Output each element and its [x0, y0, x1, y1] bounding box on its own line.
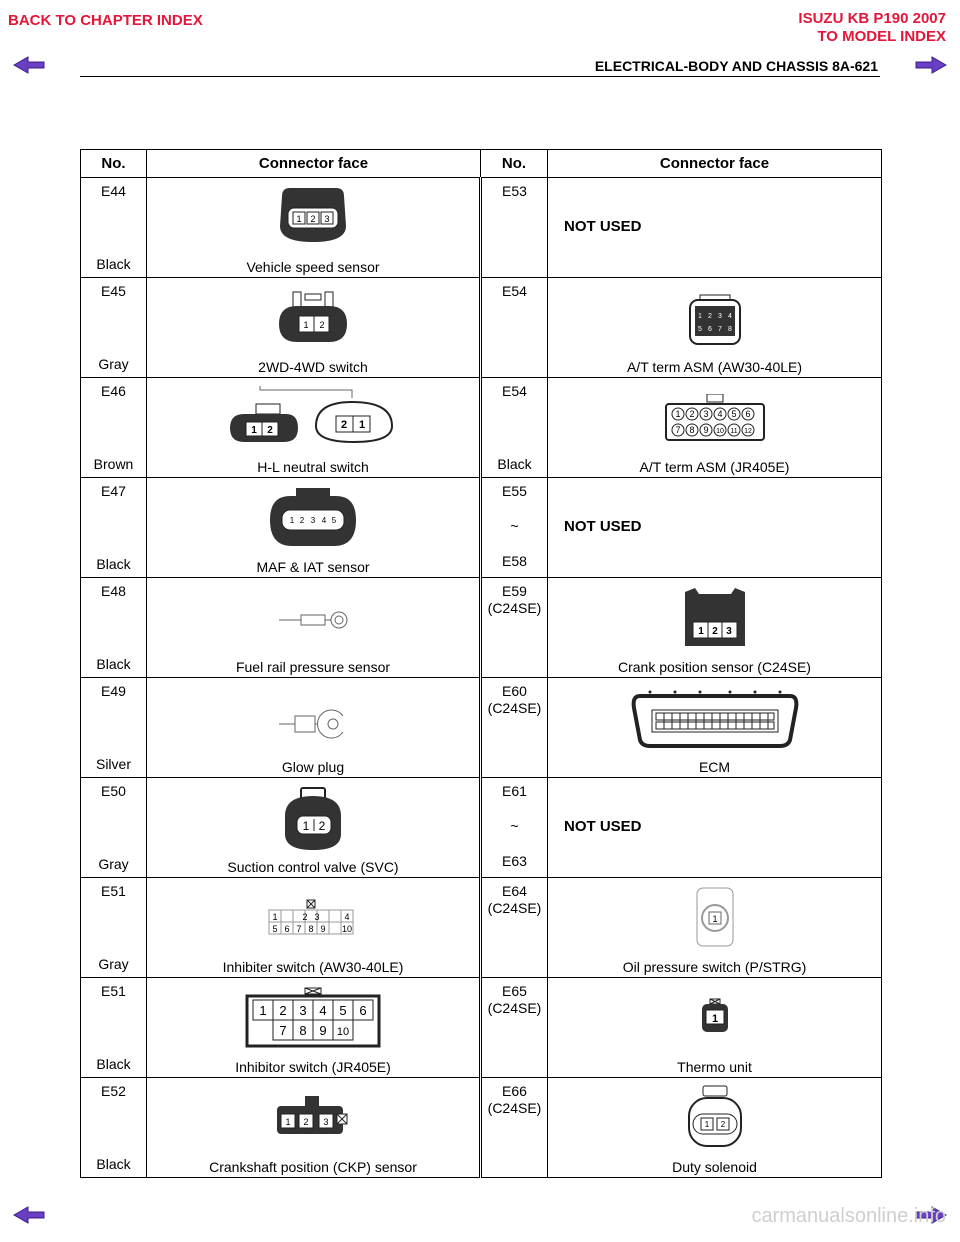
pin-label: 3 — [702, 409, 709, 419]
wire-color: Black — [96, 1056, 131, 1072]
connector-caption: Inhibiter switch (AW30-40LE) — [222, 959, 404, 975]
connector-variant: (C24SE) — [487, 1100, 542, 1116]
connector-pair-2pin-icon — [228, 384, 398, 446]
prev-page-arrow-bottom-icon[interactable] — [12, 1205, 46, 1225]
not-used-label: NOT USED — [564, 518, 642, 535]
pin-label: 4 — [344, 912, 350, 922]
pin-label: 1 — [285, 1117, 291, 1127]
wire-color: Gray — [98, 356, 129, 372]
pin-label: 6 — [744, 409, 751, 419]
pin-label: 3 — [299, 1003, 307, 1018]
wire-color: Black — [96, 656, 131, 672]
range-tilde: ~ — [510, 818, 519, 834]
pin-label: 1 — [697, 313, 702, 320]
pin-label: 2 — [267, 425, 273, 436]
table-row — [81, 778, 882, 878]
wire-color: Silver — [95, 756, 131, 772]
connector-no: E44 — [101, 183, 126, 199]
pin-label: 6 — [284, 924, 290, 934]
connector-10pin-inhibitor-icon — [245, 986, 381, 1048]
connector-no: E65 — [502, 983, 527, 999]
wire-color: Black — [96, 256, 131, 272]
not-used-label: NOT USED — [564, 818, 642, 835]
back-to-chapter-link[interactable]: BACK TO CHAPTER INDEX — [8, 12, 203, 29]
connector-5pin-icon — [268, 486, 358, 548]
pin-label: 5 — [730, 409, 737, 419]
table-row — [81, 578, 882, 678]
col-face-right: Connector face — [548, 150, 882, 178]
to-model-index[interactable]: TO MODEL INDEX — [817, 28, 946, 45]
wire-color: Gray — [98, 856, 129, 872]
pin-label: 1 — [303, 320, 309, 330]
connector-variant: (C24SE) — [487, 1000, 542, 1016]
connector-no-end: E63 — [502, 853, 527, 869]
header-rule — [80, 76, 880, 77]
pin-label: 1 — [674, 409, 681, 419]
connector-3pin-icon — [276, 186, 350, 244]
connector-caption: Crank position sensor (C24SE) — [618, 659, 811, 675]
pin-label: 1 — [259, 1003, 267, 1018]
connector-caption: Fuel rail pressure sensor — [235, 659, 391, 675]
connector-variant: (C24SE) — [487, 700, 542, 716]
connector-3pin-crank-icon — [679, 586, 751, 650]
pin-label: 4 — [716, 409, 723, 419]
connector-no: E52 — [101, 1083, 126, 1099]
prev-page-arrow-icon[interactable] — [12, 55, 46, 75]
pin-label: 3 — [324, 214, 330, 224]
model-title: ISUZU KB P190 2007 — [798, 10, 946, 27]
pin-label: 2 — [279, 1003, 287, 1018]
pin-label: 1 — [697, 626, 704, 637]
connector-12pin-icon — [660, 394, 770, 442]
range-tilde: ~ — [510, 518, 519, 534]
pin-label: 5 — [339, 1003, 347, 1018]
table-row — [81, 278, 882, 378]
table-row — [81, 478, 882, 578]
pin-label: 2 — [302, 912, 308, 922]
pin-label: 10 — [336, 1026, 350, 1038]
connector-caption: Suction control valve (SVC) — [227, 859, 399, 875]
connector-caption: Crankshaft position (CKP) sensor — [209, 1159, 417, 1175]
connector-caption: H-L neutral switch — [257, 459, 369, 475]
pin-label: 4 — [321, 516, 327, 525]
pin-label: 1 — [711, 1013, 718, 1025]
pin-label: 8 — [308, 924, 314, 934]
pin-label: 2 — [299, 516, 305, 525]
pin-label: 9 — [319, 1023, 327, 1038]
ecm-connector-icon — [630, 688, 800, 748]
connector-caption: A/T term ASM (AW30-40LE) — [626, 359, 803, 375]
connector-caption: MAF & IAT sensor — [256, 559, 370, 575]
connector-no: E61 — [502, 783, 527, 799]
table-row — [81, 878, 882, 978]
pin-label: 3 — [717, 313, 722, 320]
pin-label: 1 — [296, 214, 302, 224]
pin-label: 4 — [727, 313, 732, 320]
pin-label: 11 — [729, 428, 738, 435]
connector-caption: A/T term ASM (JR405E) — [639, 459, 790, 475]
connector-no: E47 — [101, 483, 126, 499]
connector-no: E59 — [502, 583, 527, 599]
pin-label: 2 — [303, 1117, 309, 1127]
pin-label: 1 — [272, 912, 278, 922]
connector-1pin-oil-icon — [687, 886, 743, 948]
pin-label: 4 — [319, 1003, 327, 1018]
page-header: ELECTRICAL-BODY AND CHASSIS 8A-621 — [594, 58, 878, 74]
pin-label: 3 — [314, 912, 320, 922]
connector-no: E64 — [502, 883, 527, 899]
connector-table — [80, 149, 882, 1178]
connector-caption: Glow plug — [281, 759, 345, 775]
table-header-row — [81, 150, 882, 178]
connector-no: E45 — [101, 283, 126, 299]
connector-no: E49 — [101, 683, 126, 699]
ring-terminal-icon — [277, 607, 349, 633]
connector-3pin-ckp-icon — [275, 1094, 351, 1138]
pin-label: 3 — [323, 1117, 329, 1127]
connector-no: E54 — [502, 383, 527, 399]
connector-2pin-duty-icon — [683, 1084, 747, 1150]
col-no-right: No. — [481, 150, 548, 178]
connector-10pin-grid-icon — [267, 898, 359, 938]
glow-plug-terminal-icon — [277, 704, 349, 744]
connector-caption: 2WD-4WD switch — [258, 359, 368, 375]
pin-label: 2 — [720, 1120, 725, 1129]
pin-label: 2 — [707, 313, 712, 320]
connector-1pin-thermo-icon — [700, 998, 730, 1034]
connector-no: E50 — [101, 783, 126, 799]
wire-color: Black — [96, 1156, 131, 1172]
wire-color: Brown — [93, 456, 134, 472]
connector-caption: Inhibitor switch (JR405E) — [235, 1059, 391, 1075]
pin-label: 6 — [707, 326, 712, 333]
connector-caption: ECM — [698, 759, 731, 775]
pin-label: 2 — [319, 320, 325, 330]
connector-no: E54 — [502, 283, 527, 299]
connector-no: E51 — [101, 883, 126, 899]
pin-label: 2 — [688, 409, 695, 419]
pin-label: 2 — [340, 419, 348, 431]
pin-label: 5 — [272, 924, 278, 934]
table-row — [81, 978, 882, 1078]
connector-caption: Thermo unit — [677, 1059, 752, 1075]
pin-label: 7 — [717, 326, 722, 333]
table-row — [81, 178, 882, 278]
pin-label: 8 — [727, 326, 732, 333]
col-no-left: No. — [81, 150, 147, 178]
pin-label: 1 — [302, 819, 310, 833]
wire-color: Black — [497, 456, 532, 472]
pin-label: 10 — [715, 428, 724, 435]
pin-label: 7 — [279, 1023, 287, 1038]
connector-caption: Duty solenoid — [672, 1159, 757, 1175]
pin-label: 9 — [702, 425, 709, 435]
connector-no: E48 — [101, 583, 126, 599]
pin-label: 7 — [674, 425, 681, 435]
pin-label: 2 — [310, 214, 316, 224]
pin-label: 2 — [318, 819, 326, 833]
connector-no: E55 — [502, 483, 527, 499]
pin-label: 5 — [697, 326, 702, 333]
wire-color: Black — [96, 556, 131, 572]
pin-label: 1 — [251, 425, 257, 436]
connector-no: E51 — [101, 983, 126, 999]
connector-2pin-icon — [277, 290, 349, 346]
connector-no-end: E58 — [502, 553, 527, 569]
pin-label: 1 — [358, 419, 366, 431]
connector-variant: (C24SE) — [487, 900, 542, 916]
connector-8pin-icon — [686, 294, 744, 346]
connector-no: E66 — [502, 1083, 527, 1099]
connector-no: E53 — [502, 183, 527, 199]
connector-no: E60 — [502, 683, 527, 699]
watermark: carmanualsonline.info — [751, 1205, 946, 1227]
connector-2pin-svc-icon — [281, 786, 345, 852]
connector-caption: Oil pressure switch (P/STRG) — [622, 959, 807, 975]
pin-label: 7 — [296, 924, 302, 934]
pin-label: 1 — [289, 516, 295, 525]
not-used-label: NOT USED — [564, 218, 642, 235]
table-row — [81, 1078, 882, 1178]
pin-label: 12 — [743, 428, 752, 435]
col-face-left: Connector face — [147, 150, 481, 178]
table-row — [81, 678, 882, 778]
pin-label: 9 — [320, 924, 326, 934]
pin-label: 3 — [725, 626, 732, 637]
pin-label: 2 — [711, 626, 718, 637]
pin-label: 6 — [359, 1003, 367, 1018]
table-row — [81, 378, 882, 478]
connector-caption: Vehicle speed sensor — [246, 259, 380, 275]
connector-no: E46 — [101, 383, 126, 399]
pin-label: 5 — [331, 516, 337, 525]
pin-label: 8 — [688, 425, 695, 435]
connector-variant: (C24SE) — [487, 600, 542, 616]
model-index-link[interactable] — [798, 10, 946, 46]
pin-label: 8 — [299, 1023, 307, 1038]
pin-label: 1 — [711, 914, 718, 924]
pin-label: 1 — [704, 1120, 709, 1129]
next-page-arrow-icon[interactable] — [914, 55, 948, 75]
pin-label: 10 — [341, 924, 353, 934]
pin-label: 3 — [310, 516, 316, 525]
wire-color: Gray — [98, 956, 129, 972]
